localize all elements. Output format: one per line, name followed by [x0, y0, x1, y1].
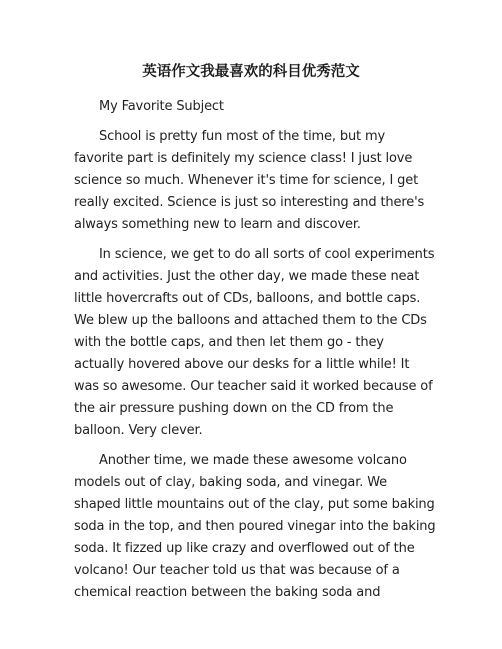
paragraph-2: In science, we get to do all sorts of cool experiments and activities. Just the other day, we made these neat little hovercrafts out of CDs, balloons, and bottle caps. We blew up the balloons and attached them to the CDs with the bottle caps, and then let them go - they actually hovered above our desks for a little while! It was so awesome. Our teacher said it worked because of the air pressure pushing down on the CD from the balloon. Very clever.: [74, 247, 435, 438]
essay-subtitle: My Favorite Subject: [99, 99, 224, 114]
document-body: [74, 96, 436, 612]
document-title: 英语作文我最喜欢的科目优秀范文: [142, 64, 360, 80]
paragraph-1: School is pretty fun most of the time, but my favorite part is definitely my science class! I just love science so much. Whenever it's time for science, I get really excited. Science is just so interesting and there's always something new to learn and discover.: [74, 129, 425, 232]
paragraph-3: Another time, we made these awesome volcano models out of clay, baking soda, and vinegar. We shaped little mountains out of the clay, put some baking soda in the top, and then poured vinegar into the baking soda. It fizzed up like crazy and overflowed out of the volcano! Our teacher told us that was because of a chemical reaction between the baking soda and: [74, 453, 436, 600]
